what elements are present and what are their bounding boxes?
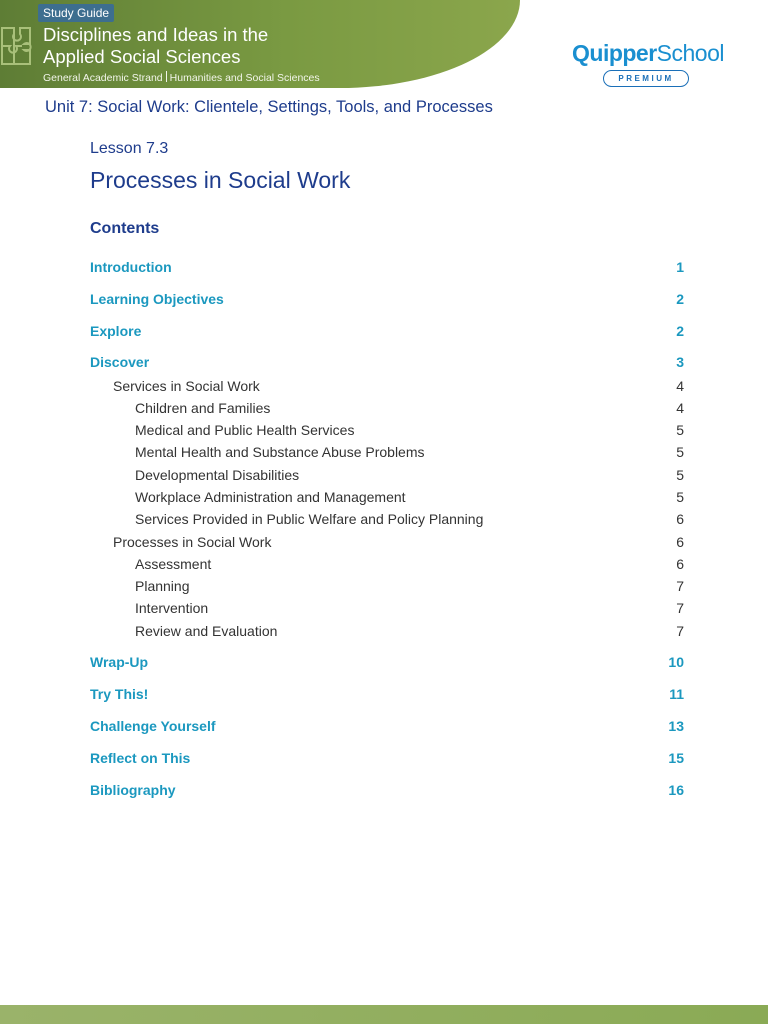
- toc-entry[interactable]: [90, 652, 684, 672]
- toc-entry[interactable]: [90, 321, 684, 341]
- unit-title: Unit 7: Social Work: Clientele, Settings, Tools, and Processes: [45, 98, 493, 116]
- toc-entry-title: Planning: [135, 578, 190, 594]
- guide-title: [43, 24, 363, 68]
- toc-entry-page: 7: [676, 623, 684, 639]
- toc-entry-title: Mental Health and Substance Abuse Problems: [135, 444, 425, 460]
- toc-entry-page: 11: [669, 686, 684, 702]
- toc-entry[interactable]: [90, 398, 684, 418]
- toc-entry-title: Wrap-Up: [90, 654, 149, 670]
- toc-entry[interactable]: [90, 621, 684, 641]
- toc-entry[interactable]: [90, 532, 684, 552]
- toc-entry-title: Services Provided in Public Welfare and Policy Planning: [135, 511, 484, 527]
- toc-entry-page: 4: [676, 400, 684, 416]
- toc-entry-page: 5: [676, 489, 684, 505]
- toc-entry[interactable]: [90, 554, 684, 574]
- toc-entry[interactable]: [90, 420, 684, 440]
- toc-entry-page: 7: [676, 578, 684, 594]
- toc-entry-page: 10: [668, 654, 684, 670]
- toc-entry-title: Developmental Disabilities: [135, 467, 300, 483]
- toc-entry[interactable]: [90, 289, 684, 309]
- header-banner: [0, 0, 520, 88]
- toc-entry[interactable]: [90, 598, 684, 618]
- toc-entry-page: 13: [668, 718, 684, 734]
- toc-entry[interactable]: [90, 352, 684, 372]
- strand-right: Humanities and Social Sciences: [169, 72, 320, 84]
- toc-entry-page: 5: [676, 422, 684, 438]
- toc-entry-title: Workplace Administration and Management: [135, 489, 406, 505]
- toc-entry-page: 2: [676, 291, 684, 307]
- toc-entry-page: 6: [676, 534, 684, 550]
- toc-entry-page: 6: [676, 511, 684, 527]
- toc-entry-page: 2: [676, 323, 684, 339]
- logo-word-quipper: Quipper: [572, 40, 657, 66]
- toc-entry-title: Assessment: [135, 556, 212, 572]
- toc-entry-page: 5: [676, 444, 684, 460]
- toc-entry[interactable]: [90, 780, 684, 800]
- toc-entry-page: 6: [676, 556, 684, 572]
- toc-entry-title: Services in Social Work: [113, 378, 260, 394]
- toc-entry-title: Review and Evaluation: [135, 623, 278, 639]
- toc-entry-title: Explore: [90, 323, 142, 339]
- toc-entry-title: Learning Objectives: [90, 291, 224, 307]
- lesson-number: Lesson 7.3: [90, 140, 169, 157]
- toc-entry-page: 15: [668, 750, 684, 766]
- logo-wordmark: [572, 40, 724, 66]
- toc-entry[interactable]: [90, 442, 684, 462]
- toc-entry-page: 5: [676, 467, 684, 483]
- toc-entry-page: 16: [668, 782, 684, 798]
- toc-entry-title: Reflect on This: [90, 750, 191, 766]
- toc-entry[interactable]: [90, 509, 684, 529]
- toc-entry[interactable]: [90, 684, 684, 704]
- toc-entry[interactable]: [90, 576, 684, 596]
- toc-entry-page: 7: [676, 600, 684, 616]
- toc-entry-page: 3: [676, 354, 684, 370]
- toc-entry-title: Discover: [90, 354, 150, 370]
- study-guide-badge: Study Guide: [38, 4, 114, 22]
- toc-entry[interactable]: [90, 716, 684, 736]
- strand-line: [43, 71, 320, 85]
- toc-entry-page: 1: [676, 259, 684, 275]
- toc-entry[interactable]: [90, 465, 684, 485]
- toc-entry-title: Bibliography: [90, 782, 176, 798]
- toc-entry-title: Processes in Social Work: [113, 534, 272, 550]
- strand-divider: [166, 71, 167, 82]
- premium-badge: PREMIUM: [603, 70, 689, 87]
- contents-heading: Contents: [90, 220, 160, 237]
- lesson-title: Processes in Social Work: [90, 167, 351, 193]
- toc-entry-title: Introduction: [90, 259, 172, 275]
- toc-entry-page: 4: [676, 378, 684, 394]
- toc-entry[interactable]: [90, 376, 684, 396]
- guide-title-line2: Applied Social Sciences: [43, 46, 241, 67]
- toc-entry[interactable]: [90, 748, 684, 768]
- quipper-school-logo: [572, 40, 724, 83]
- toc-entry-title: Try This!: [90, 686, 149, 702]
- toc-entry-title: Challenge Yourself: [90, 718, 216, 734]
- toc-entry[interactable]: [90, 257, 684, 277]
- strand-left: General Academic Strand: [43, 72, 163, 84]
- toc-entry-title: Intervention: [135, 600, 209, 616]
- guide-title-line1: Disciplines and Ideas in the: [43, 24, 269, 45]
- toc-entry-title: Medical and Public Health Services: [135, 422, 355, 438]
- toc-entry[interactable]: [90, 487, 684, 507]
- toc-entry-title: Children and Families: [135, 400, 271, 416]
- footer-bar: [0, 1005, 768, 1024]
- puzzle-icon: [0, 24, 32, 68]
- logo-word-school: School: [656, 40, 724, 66]
